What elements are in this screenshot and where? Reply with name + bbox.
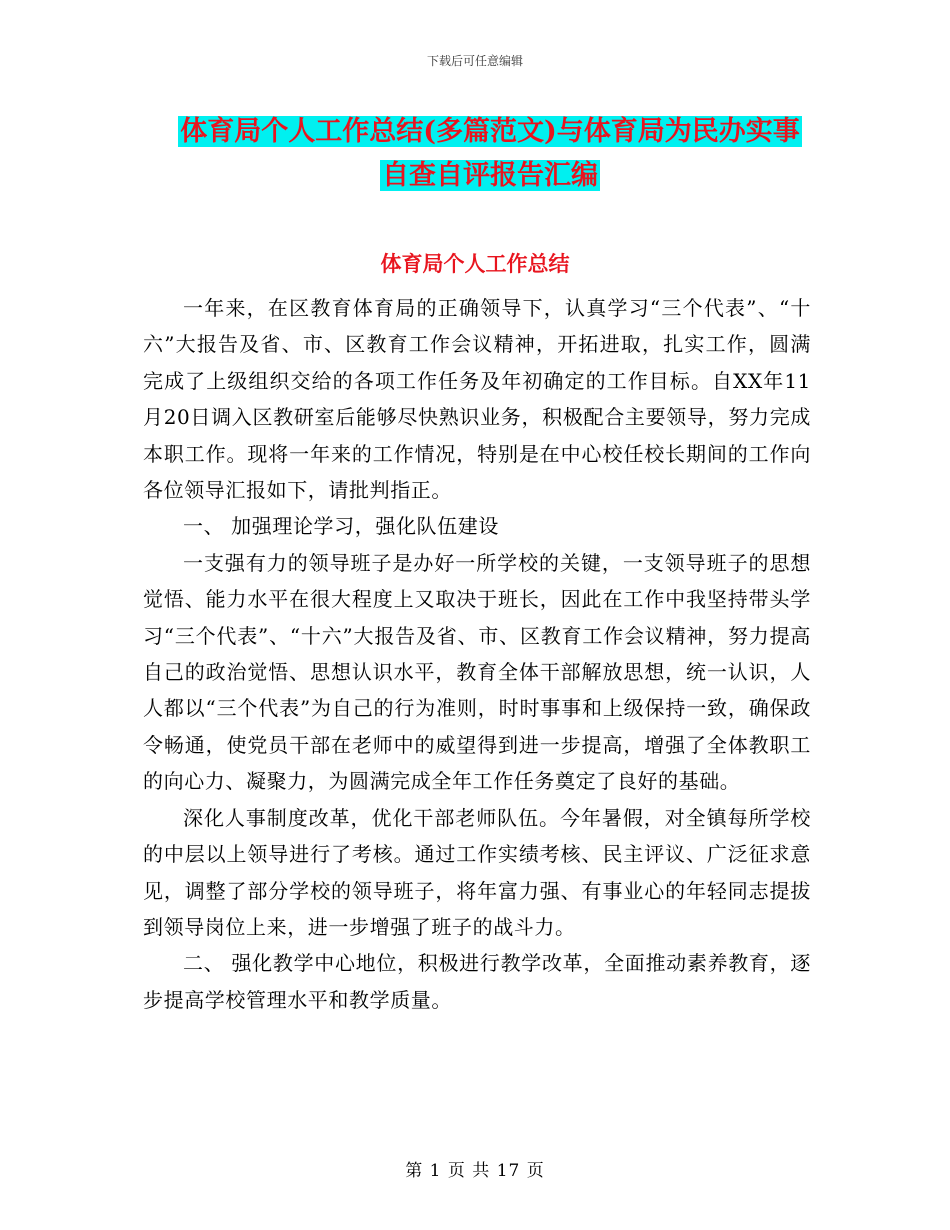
section-heading: 二、 强化教学中心地位，积极进行教学改革，全面推动素养教育，逐步提高学校管理水平和教学质量。 — [143, 951, 811, 1012]
section-title: 体育局个人工作总结 — [380, 251, 570, 276]
page-footer: 第 1 页 共 17 页 — [405, 1161, 545, 1181]
section-heading: 一、 加强理论学习，强化队伍建设 — [183, 514, 499, 539]
body-text — [143, 290, 811, 1018]
paragraph: 深化人事制度改革，优化干部老师队伍。今年暑假，对全镇每所学校的中层以上领导进行了考核。通过工作实绩考核、民主评议、广泛征求意见，调整了部分学校的领导班子，将年富力强、有事业心的年轻同志提拔到领导岗位上来，进一步增强了班子的战斗力。 — [143, 805, 811, 939]
title-line-1: 体育局个人工作总结(多篇范文)与体育局为民办实事 — [180, 116, 800, 147]
paragraph: 一支强有力的领导班子是办好一所学校的关键，一支领导班子的思想觉悟、能力水平在很大程度上又取决于班长，因此在工作中我坚持带头学习“三个代表”、“十六”大报告及省、市、区教育工作会议精神，努力提高自己的政治觉悟、思想认识水平，教育全体干部解放思想，统一认识，人人都以“三个代表”为自己的行为准则，时时事事和上级保持一致，确保政令畅通，使党员干部在老师中的威望得到进一步提高，增强了全体教职工的向心力、凝聚力，为圆满完成全年工作任务奠定了良好的基础。 — [143, 550, 811, 794]
document-title — [140, 110, 840, 198]
header-note: 下载后可任意编辑 — [426, 54, 523, 68]
paragraph: 一年来，在区教育体育局的正确领导下，认真学习“三个代表”、“十六”大报告及省、市、区教育工作会议精神，开拓进取，扎实工作，圆满完成了上级组织交给的各项工作任务及年初确定的工作目标。自XX年11月20日调入区教研室后能够尽快熟识业务，积极配合主要领导，努力完成本职工作。现将一年来的工作情况，特别是在中心校任校长期间的工作向各位领导汇报如下，请批判指正。 — [143, 296, 811, 503]
title-line-2: 自查自评报告汇编 — [382, 160, 598, 191]
